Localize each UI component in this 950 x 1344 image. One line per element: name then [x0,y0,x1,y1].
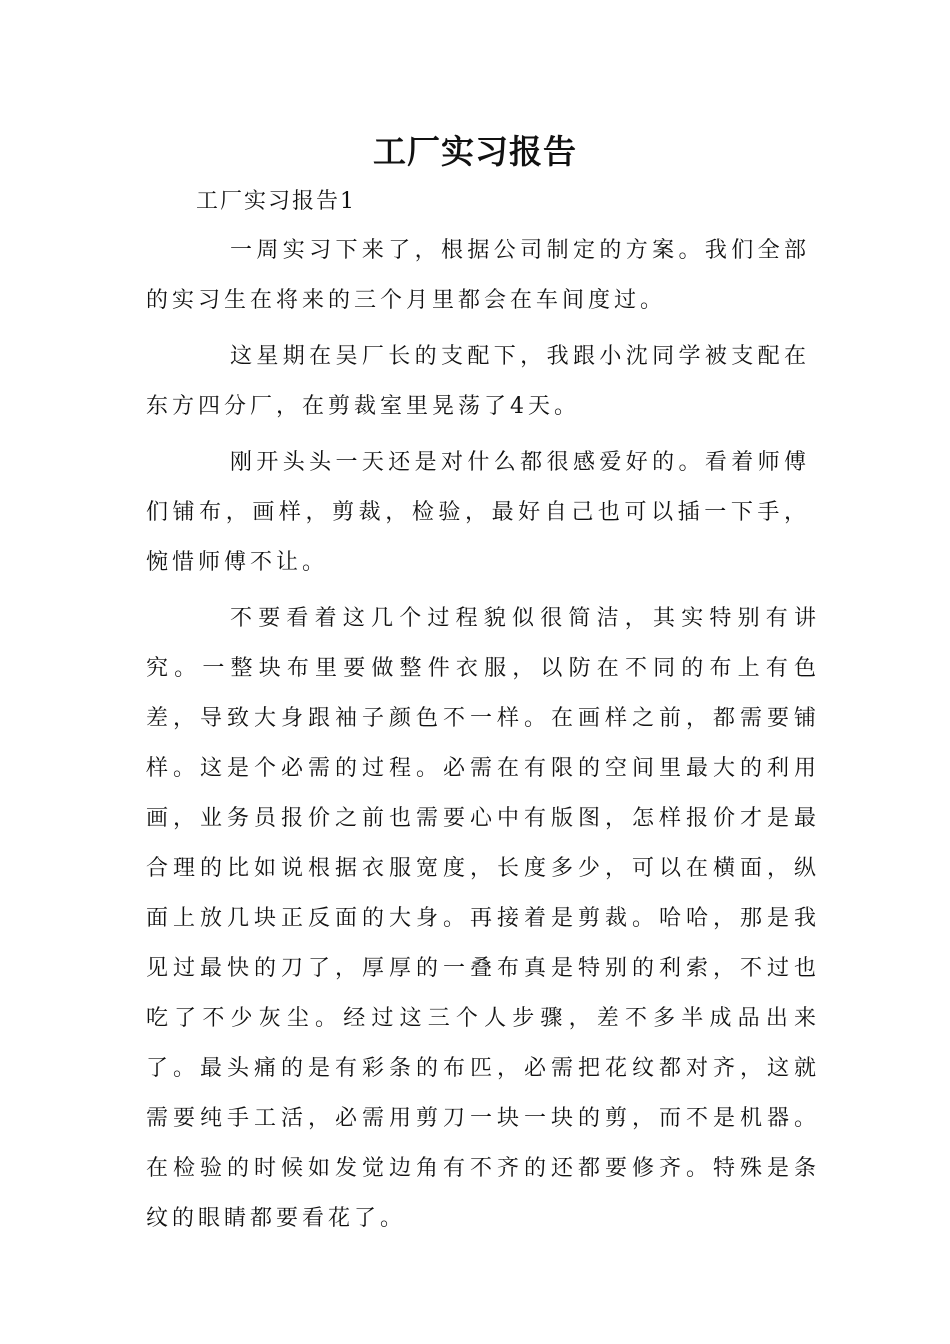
paragraph: 不要看着这几个过程貌似很简洁，其实特别有讲究。一整块布里要做整件衣服，以防在不同的布上有色差，导致大身跟袖子颜色不一样。在画样之前，都需要铺样。这是个必需的过程。必需在有限的空间里最大的利用画，业务员报价之前也需要心中有版图，怎样报价才是最合理的比如说根据衣服宽度，长度多少，可以在横面，纵面上放几块正反面的大身。再接着是剪裁。哈哈，那是我见过最快的刀了，厚厚的一叠布真是特别的利索，不过也吃了不少灰尘。经过这三个人步骤，差不多半成品出来了。最头痛的是有彩条的布匹，必需把花纹都对齐，这就需要纯手工活，必需用剪刀一块一块的剪，而不是机器。在检验的时候如发觉边角有不齐的还都要修齐。特殊是条纹的眼睛都要看花了。 [146,606,820,1231]
document-title: 工厂实习报告 [373,132,577,171]
paragraph: 刚开头头一天还是对什么都很感爱好的。看着师傅们铺布，画样，剪裁，检验，最好自己也可以插一下手，惋惜师傅不让。 [146,450,810,575]
paragraph: 一周实习下来了，根据公司制定的方案。我们全部的实习生在将来的三个月里都会在车间度过。 [146,238,810,313]
section-heading: 工厂实习报告1 [196,189,356,214]
paragraph: 这星期在吴厂长的支配下，我跟小沈同学被支配在东方四分厂，在剪裁室里晃荡了4天。 [146,344,810,419]
document-body [146,226,820,1250]
